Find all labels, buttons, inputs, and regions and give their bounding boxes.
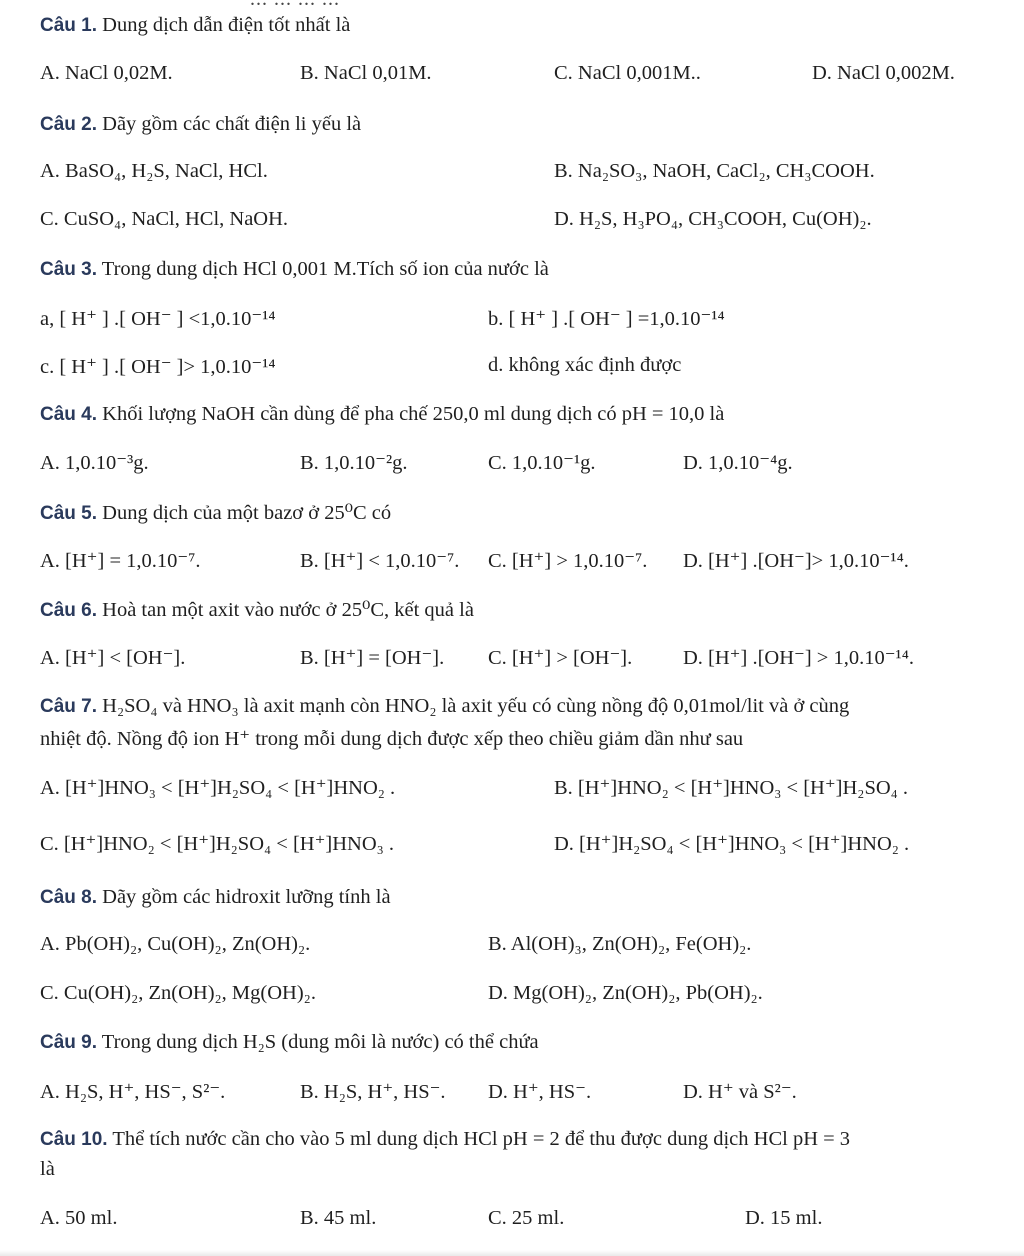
question-7-continuation: nhiệt độ. Nồng độ ion H⁺ trong mỗi dung dịch được xếp theo chiều giảm dần như sau [40, 728, 744, 750]
option-c: c. [ H⁺ ] .[ OH⁻ ]> 1,0.10⁻¹⁴ [40, 356, 276, 378]
question-label: Câu 3. [40, 259, 98, 280]
option-a: A. [H⁺] = 1,0.10⁻⁷. [40, 550, 201, 572]
option-c: C. [H⁺]HNO₂ < [H⁺]H₂SO₄ < [H⁺]HNO₃ . [40, 833, 395, 855]
option-c: C. [H⁺] > 1,0.10⁻⁷. [488, 550, 648, 572]
option-a: A. [H⁺]HNO₃ < [H⁺]H₂SO₄ < [H⁺]HNO₂ . [40, 777, 396, 799]
option-d: D. Mg(OH)₂, Zn(OH)₂, Pb(OH)₂. [488, 982, 763, 1004]
question-label: Câu 6. [40, 600, 98, 621]
page-edge [0, 1250, 1024, 1256]
option-c: C. 25 ml. [488, 1207, 565, 1229]
option-b: b. [ H⁺ ] .[ OH⁻ ] =1,0.10⁻¹⁴ [488, 308, 725, 330]
question-3 [40, 258, 549, 281]
option-a: A. 50 ml. [40, 1207, 118, 1229]
option-c: C. CuSO₄, NaCl, HCl, NaOH. [40, 208, 289, 230]
question-text: Thể tích nước cần cho vào 5 ml dung dịch HCl pH = 2 để thu được dung dịch HCl pH = 3 [107, 1128, 851, 1150]
option-d: D. [H⁺]H₂SO₄ < [H⁺]HNO₃ < [H⁺]HNO₂ . [554, 833, 910, 855]
question-text: H₂SO₄ và HNO₃ là axit mạnh còn HNO₂ là axit yếu có cùng nồng độ 0,01mol/lit và ở cùng [97, 695, 850, 717]
option-d: D. H₂S, H₃PO₄, CH₃COOH, Cu(OH)₂. [554, 208, 872, 230]
option-d: D. 15 ml. [745, 1207, 823, 1229]
question-text: Khối lượng NaOH cần dùng để pha chế 250,0 ml dung dịch có pH = 10,0 là [97, 403, 725, 425]
question-7 [40, 695, 849, 718]
option-c: C. Cu(OH)₂, Zn(OH)₂, Mg(OH)₂. [40, 982, 316, 1004]
question-text: Dung dịch của một bazơ ở 25⁰C có [97, 502, 392, 524]
option-b: B. 1,0.10⁻²g. [300, 452, 408, 474]
option-c: C. [H⁺] > [OH⁻]. [488, 647, 633, 669]
option-a: A. NaCl 0,02M. [40, 62, 173, 84]
question-9 [40, 1031, 539, 1054]
option-b: B. [H⁺]HNO₂ < [H⁺]HNO₃ < [H⁺]H₂SO₄ . [554, 777, 909, 799]
option-c: D. H⁺, HS⁻. [488, 1081, 592, 1103]
question-label: Câu 7. [40, 696, 98, 717]
question-label: Câu 1. [40, 15, 98, 36]
question-label: Câu 5. [40, 503, 98, 524]
option-d: D. [H⁺] .[OH⁻]> 1,0.10⁻¹⁴. [683, 550, 909, 572]
question-label: Câu 9. [40, 1032, 98, 1053]
option-a: A. [H⁺] < [OH⁻]. [40, 647, 186, 669]
question-label: Câu 2. [40, 114, 98, 135]
question-label: Câu 8. [40, 887, 98, 908]
option-b: B. Na₂SO₃, NaOH, CaCl₂, CH₃COOH. [554, 160, 875, 182]
question-label: Câu 10. [40, 1129, 108, 1150]
question-1 [40, 14, 350, 37]
option-d: D. [H⁺] .[OH⁻] > 1,0.10⁻¹⁴. [683, 647, 914, 669]
question-5 [40, 500, 391, 525]
option-a: a, [ H⁺ ] .[ OH⁻ ] <1,0.10⁻¹⁴ [40, 308, 276, 330]
question-6 [40, 597, 474, 622]
question-text: Dãy gồm các hidroxit lưỡng tính là [97, 886, 391, 908]
option-b: B. H₂S, H⁺, HS⁻. [300, 1081, 446, 1103]
option-d: d. không xác định được [488, 354, 682, 376]
option-d: D. NaCl 0,002M. [812, 62, 955, 84]
question-4 [40, 403, 724, 426]
cropped-header [0, 0, 1024, 8]
option-b: B. NaCl 0,01M. [300, 62, 432, 84]
option-c: C. 1,0.10⁻¹g. [488, 452, 596, 474]
question-8 [40, 886, 391, 909]
option-d: D. H⁺ và S²⁻. [683, 1081, 797, 1103]
option-b: B. 45 ml. [300, 1207, 377, 1229]
option-b: B. [H⁺] = [OH⁻]. [300, 647, 445, 669]
option-c: C. NaCl 0,001M.. [554, 62, 701, 84]
question-10-continuation: là [40, 1158, 55, 1180]
option-a: A. Pb(OH)₂, Cu(OH)₂, Zn(OH)₂. [40, 933, 311, 955]
question-text: Dung dịch dẫn điện tốt nhất là [97, 14, 351, 36]
option-b: B. Al(OH)₃, Zn(OH)₂, Fe(OH)₂. [488, 933, 752, 955]
option-a: A. 1,0.10⁻³g. [40, 452, 149, 474]
question-10 [40, 1128, 850, 1151]
option-d: D. 1,0.10⁻⁴g. [683, 452, 793, 474]
option-a: A. BaSO₄, H₂S, NaCl, HCl. [40, 160, 268, 182]
question-label: Câu 4. [40, 404, 98, 425]
question-2 [40, 113, 361, 136]
question-text: Hoà tan một axit vào nước ở 25⁰C, kết quả là [97, 599, 474, 621]
question-text: Dãy gồm các chất điện li yếu là [97, 113, 362, 135]
option-b: B. [H⁺] < 1,0.10⁻⁷. [300, 550, 460, 572]
question-text: Trong dung dịch HCl 0,001 M.Tích số ion của nước là [97, 258, 549, 280]
question-text: Trong dung dịch H₂S (dung môi là nước) có thể chứa [97, 1031, 539, 1053]
option-a: A. H₂S, H⁺, HS⁻, S²⁻. [40, 1081, 226, 1103]
